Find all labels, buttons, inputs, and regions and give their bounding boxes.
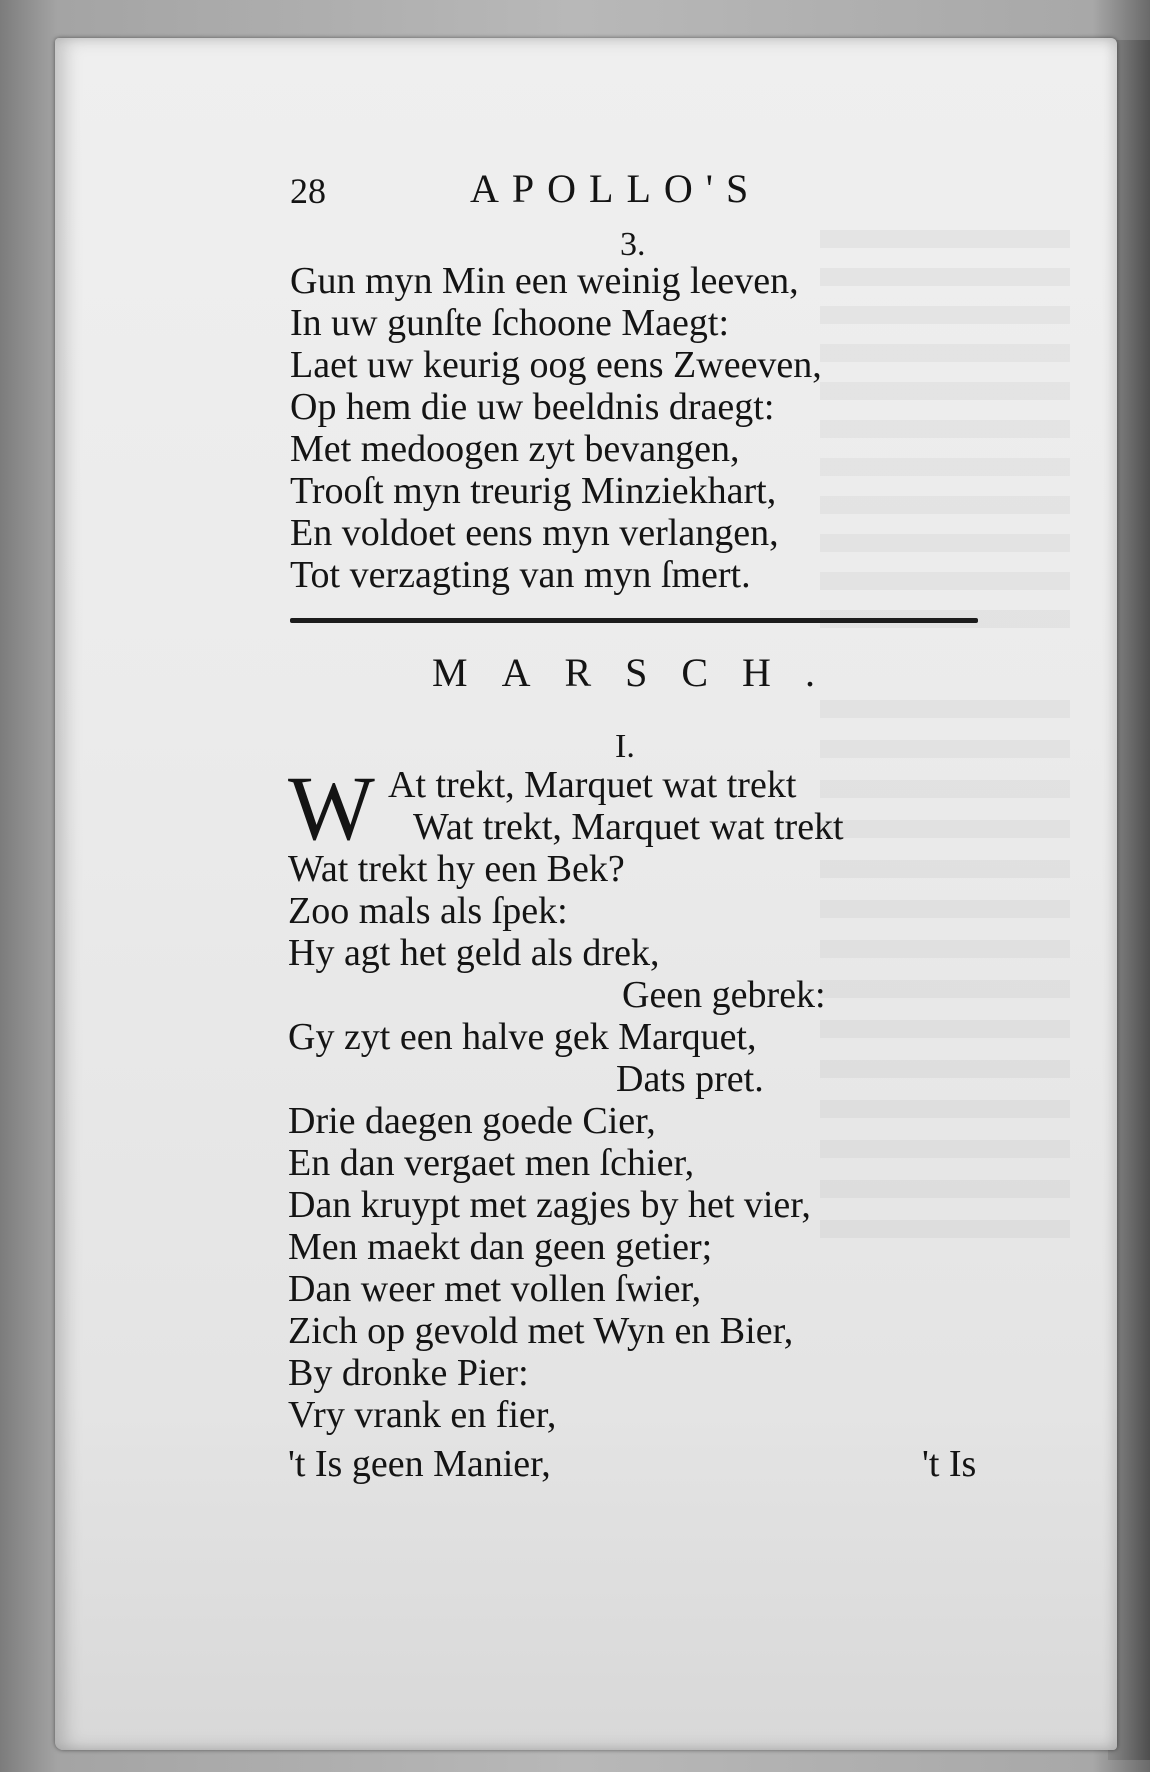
verse-line: At trekt, Marquet wat trekt xyxy=(388,764,797,806)
bleed-through-shadow-lower xyxy=(820,700,1070,1260)
verse-line: Trooſt myn treurig Minziekhart, xyxy=(290,470,777,512)
verse-line: Men maekt dan geen getier; xyxy=(288,1226,713,1268)
verse-line: 't Is geen Manier, xyxy=(288,1443,551,1485)
verse-line: En voldoet eens myn verlangen, xyxy=(290,512,779,554)
running-title: APOLLO'S xyxy=(470,166,762,211)
stanza-number: I. xyxy=(615,728,635,765)
verse-line: Zoo mals als ſpek: xyxy=(288,890,568,932)
drop-cap: W xyxy=(288,757,375,859)
verse-line: Gun myn Min een weinig leeven, xyxy=(290,260,799,302)
verse-line: Met medoogen zyt bevangen, xyxy=(290,428,740,470)
section-title: MARSCH. xyxy=(432,650,849,695)
verse-line: En dan vergaet men ſchier, xyxy=(288,1142,695,1184)
verse-line: Geen gebrek: xyxy=(622,974,826,1016)
stanza-number: 3. xyxy=(620,226,646,263)
verse-line: Gy zyt een halve gek Marquet, xyxy=(288,1016,757,1058)
page-number: 28 xyxy=(290,171,326,211)
verse-line: Vry vrank en fier, xyxy=(288,1394,557,1436)
bleed-through-shadow xyxy=(820,230,1070,630)
verse-line: Tot verzagting van myn ſmert. xyxy=(290,554,751,596)
verse-line: Dan weer met vollen ſwier, xyxy=(288,1268,702,1310)
verse-line: Laet uw keurig oog eens Zweeven, xyxy=(290,344,822,386)
verse-line: Hy agt het geld als drek, xyxy=(288,932,660,974)
verse-line: Zich op gevold met Wyn en Bier, xyxy=(288,1310,794,1352)
verse-line: Dats pret. xyxy=(616,1058,764,1100)
section-divider xyxy=(290,618,978,623)
verse-line: In uw gunſte ſchoone Maegt: xyxy=(290,302,730,344)
verse-line: Drie daegen goede Cier, xyxy=(288,1100,656,1142)
verse-line: Dan kruypt met zagjes by het vier, xyxy=(288,1184,811,1226)
verse-line: By dronke Pier: xyxy=(288,1352,529,1394)
verse-line: Wat trekt hy een Bek? xyxy=(288,848,625,890)
verse-line: Op hem die uw beeldnis draegt: xyxy=(290,386,775,428)
verse-line: Wat trekt, Marquet wat trekt xyxy=(413,806,844,848)
catchword: 't Is xyxy=(922,1443,977,1485)
